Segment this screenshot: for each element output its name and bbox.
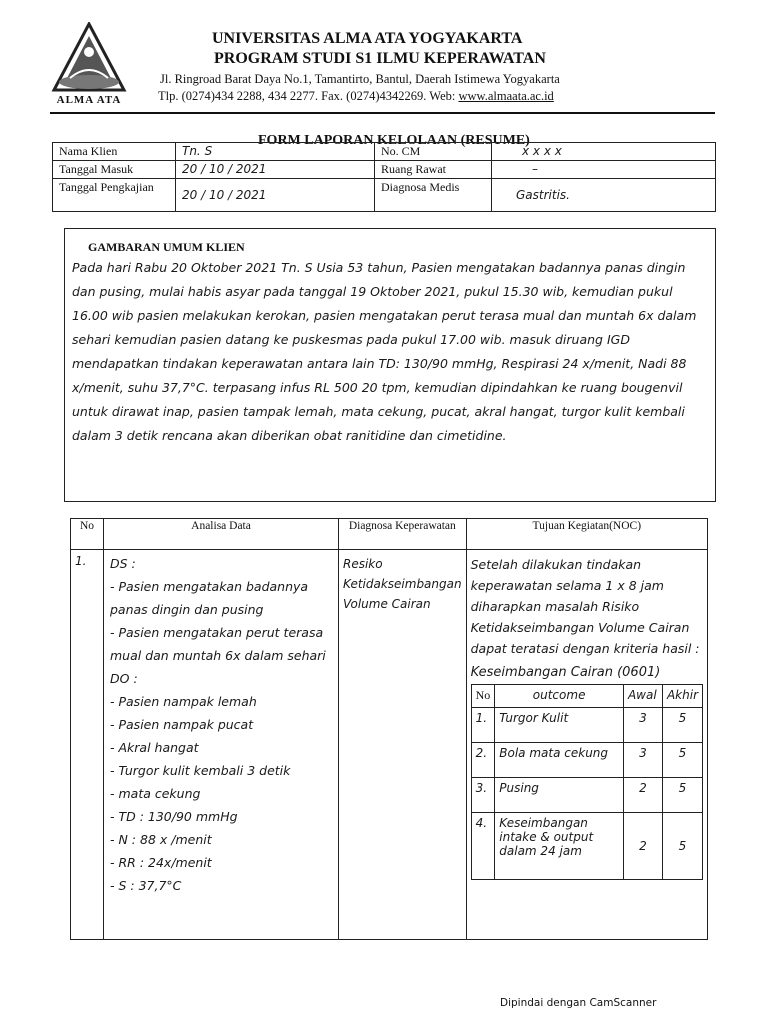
noc-akhir: 5 [662, 778, 702, 813]
ds-label: DS : [110, 556, 136, 571]
ruang-rawat-value: – [492, 161, 716, 179]
tanggal-masuk-value: 20 / 10 / 2021 [176, 161, 375, 179]
do-item: - Pasien nampak pucat [110, 717, 254, 732]
noc-outcome: Pusing [495, 778, 624, 813]
noc-outcome: Bola mata cekung [495, 743, 624, 778]
noc-outcome: Keseimbangan intake & output dalam 24 jam [495, 813, 624, 880]
no-cm-label: No. CM [375, 143, 492, 161]
noc-no: 2. [471, 743, 495, 778]
gambaran-title: GAMBARAN UMUM KLIEN [88, 240, 245, 254]
program-name: PROGRAM STUDI S1 ILMU KEPERAWATAN [214, 50, 546, 67]
noc-no: 3. [471, 778, 495, 813]
ds-list [110, 575, 332, 667]
do-item: - Turgor kulit kembali 3 detik [110, 763, 291, 778]
header-no: No [71, 519, 104, 550]
noc-header-no: No [471, 685, 495, 708]
tanggal-pengkajian-label: Tanggal Pengkajian [53, 179, 176, 212]
logo-text: ALMA ATA [56, 94, 122, 106]
do-item: - mata cekung [110, 786, 201, 801]
do-list [110, 690, 332, 897]
noc-akhir: 5 [662, 743, 702, 778]
website-link[interactable]: www.almaata.ac.id [458, 89, 554, 103]
header-divider [50, 112, 715, 114]
nama-klien-label: Nama Klien [53, 143, 176, 161]
noc-row [471, 708, 702, 743]
ds-item: - Pasien mengatakan perut terasa mual dan muntah 6x dalam sehari [110, 625, 326, 663]
noc-header-akhir: Akhir [662, 685, 702, 708]
do-label: DO : [110, 671, 138, 686]
no-cm-value: x x x x [492, 143, 716, 161]
phone-fax: Tlp. (0274)434 2288, 434 2277. Fax. (0274)4342269. Web: [158, 89, 459, 103]
ds-item: - Pasien mengatakan badannya panas dingin dan pusing [110, 579, 309, 617]
noc-awal: 3 [623, 743, 662, 778]
noc-outcome: Turgor Kulit [495, 708, 624, 743]
noc-no: 4. [471, 813, 495, 880]
noc-title: Keseimbangan Cairan (0601) [470, 665, 661, 680]
header-diagnosa: Diagnosa Keperawatan [339, 519, 467, 550]
diagnosa-cell: Resiko Ketidakseimbangan Volume Cairan [339, 550, 467, 940]
noc-akhir: 5 [662, 708, 702, 743]
do-item: - TD : 130/90 mmHg [110, 809, 238, 824]
care-plan-table [70, 518, 708, 940]
noc-header-awal: Awal [623, 685, 662, 708]
university-name: UNIVERSITAS ALMA ATA YOGYAKARTA [212, 30, 523, 47]
scanner-watermark: Dipindai dengan CamScanner [500, 997, 657, 1009]
noc-table [471, 684, 703, 880]
do-item: - S : 37,7°C [110, 878, 182, 893]
form-title: FORM LAPORAN KELOLAAN (RESUME) [258, 133, 530, 148]
diagnosa-medis-label: Diagnosa Medis [375, 179, 492, 212]
noc-row [471, 743, 702, 778]
noc-awal: 2 [623, 813, 662, 880]
noc-header-outcome: outcome [495, 685, 624, 708]
do-item: - N : 88 x /menit [110, 832, 212, 847]
tujuan-cell [466, 550, 707, 940]
analisa-cell [104, 550, 339, 940]
client-info-table [52, 142, 716, 212]
address: Jl. Ringroad Barat Daya No.1, Tamantirto, Bantul, Daerah Istimewa Yogyakarta [160, 72, 560, 86]
do-item: - RR : 24x/menit [110, 855, 212, 870]
noc-awal: 2 [623, 778, 662, 813]
noc-no: 1. [471, 708, 495, 743]
header-tujuan: Tujuan Kegiatan(NOC) [466, 519, 707, 550]
header-analisa: Analisa Data [104, 519, 339, 550]
do-item: - Akral hangat [110, 740, 199, 755]
tanggal-masuk-label: Tanggal Masuk [53, 161, 176, 179]
noc-awal: 3 [623, 708, 662, 743]
do-item: - Pasien nampak lemah [110, 694, 257, 709]
noc-row [471, 778, 702, 813]
gambaran-text: Pada hari Rabu 20 Oktober 2021 Tn. S Usia 53 tahun, Pasien mengatakan badannya panas dingin dan pusing, mulai habis asyar pada tanggal 19 Oktober 2021, pukul 15.30 wib, kemudian pukul 16.00 wib pasien melakukan kerokan, pasien mengatakan perut terasa mual dan muntah 6x dalam sehari kemudian pasien datang ke puskesmas pada pukul 17.00 wib. masuk diruang IGD mendapatkan tindakan keperawatan antara lain TD: 130/90 mmHg, Respirasi 24 x/menit, Nadi 88 x/menit, suhu 37,7°C. terpasang infus RL 500 20 tpm, kemudian dipindahkan ke ruang bougenvil untuk dirawat inap, pasien tampak lemah, mata cekung, pucat, akral hangat, turgor kulit kembali dalam 3 detik rencana akan diberikan obat ranitidine dan cimetidine. [72, 260, 697, 443]
noc-akhir: 5 [662, 813, 702, 880]
noc-row [471, 813, 702, 880]
tanggal-pengkajian-value: 20 / 10 / 2021 [176, 179, 375, 212]
nama-klien-value: Tn. S [176, 143, 375, 161]
diagnosa-medis-value: Gastritis. [492, 179, 716, 212]
tujuan-text: Setelah dilakukan tindakan keperawatan selama 1 x 8 jam diharapkan masalah Risiko Ketidakseimbangan Volume Cairan dapat teratasi dengan kriteria hasil : [470, 557, 700, 656]
row-no: 1. [71, 550, 104, 940]
ruang-rawat-label: Ruang Rawat [375, 161, 492, 179]
contact-line [158, 89, 554, 104]
